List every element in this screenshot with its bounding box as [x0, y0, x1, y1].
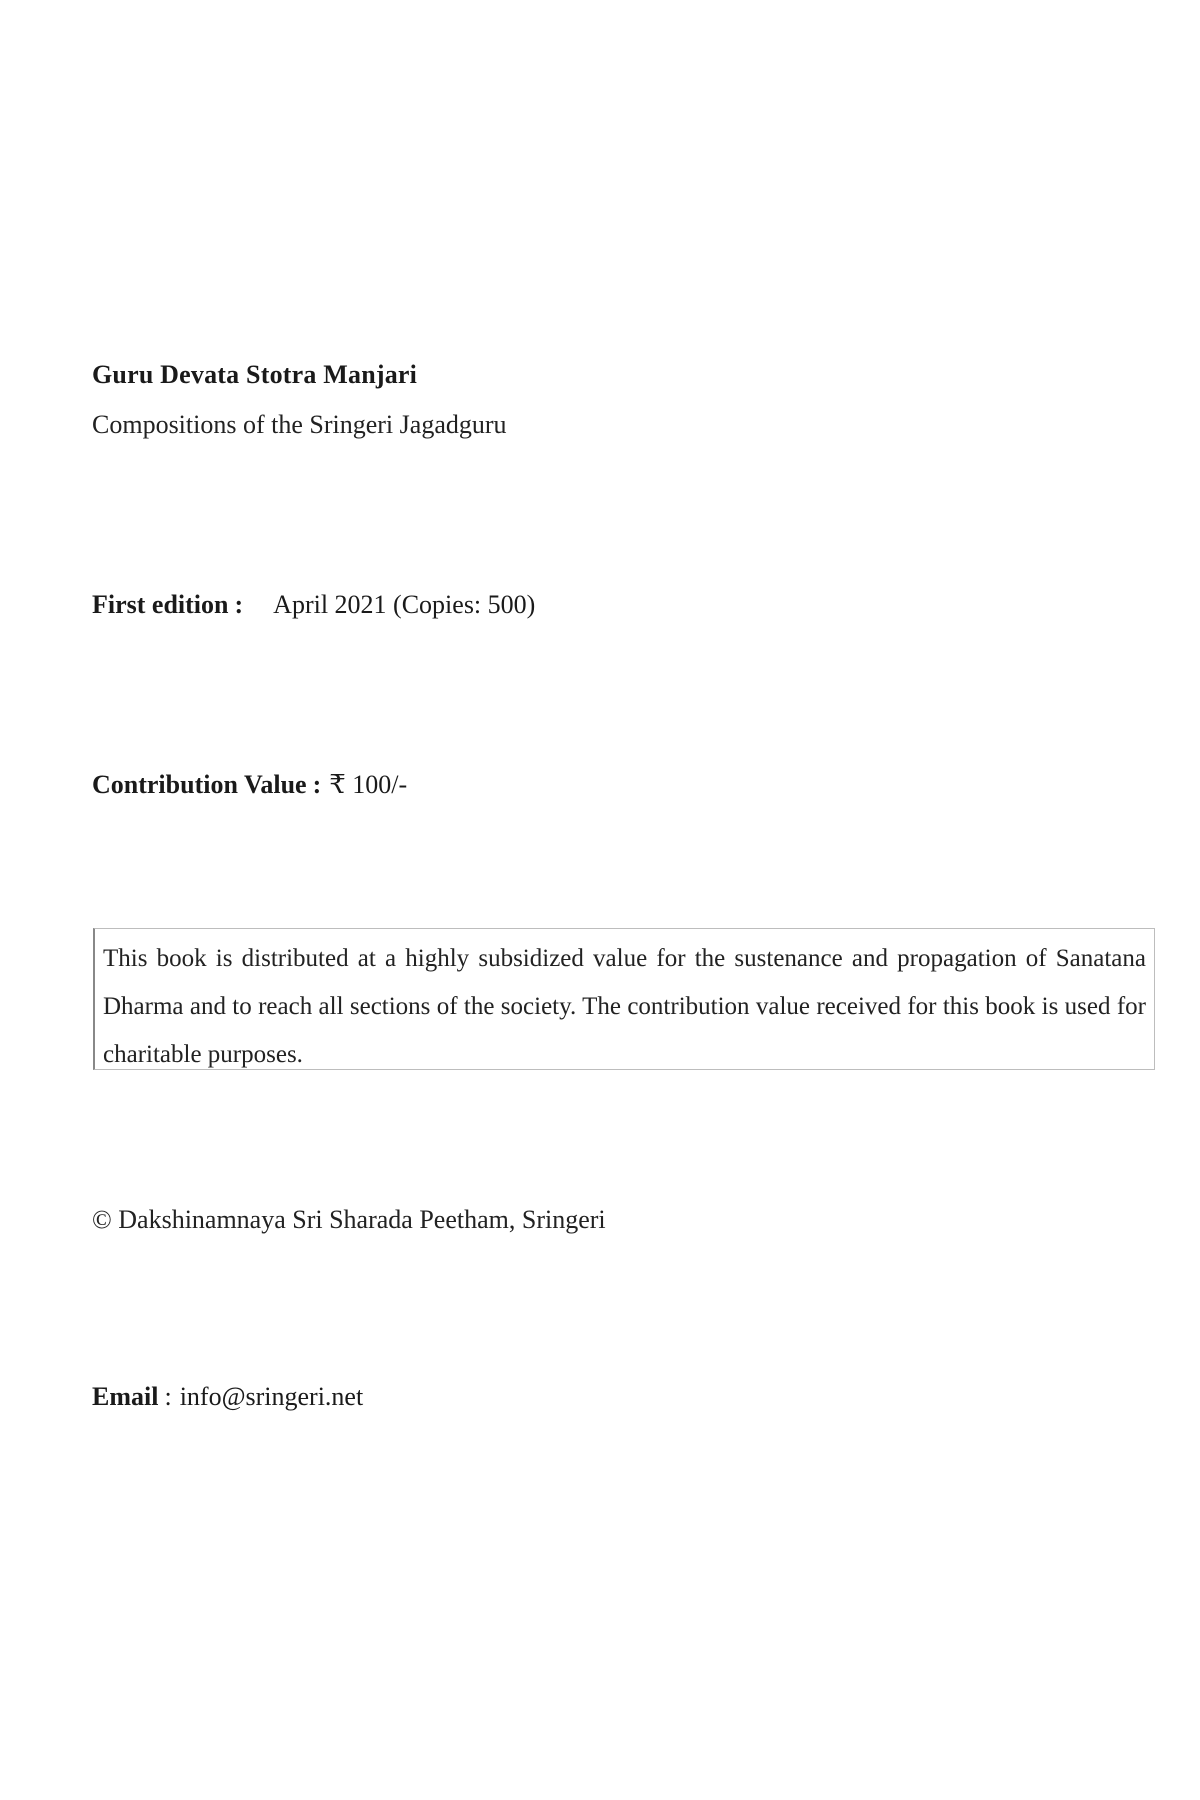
edition-value: April 2021 (Copies: 500) — [273, 590, 536, 619]
email-label: Email — [92, 1382, 159, 1411]
edition-separator: : — [234, 590, 244, 619]
contribution-label: Contribution Value — [92, 770, 307, 799]
email-line — [92, 1382, 363, 1412]
book-title: Guru Devata Stotra Manjari — [92, 360, 418, 389]
edition-line — [92, 590, 535, 620]
contribution-separator: : — [312, 770, 322, 799]
contribution-line — [92, 770, 407, 800]
distribution-notice-text: This book is distributed at a highly subsidized value for the sustenance and propagation of Sanatana Dharma and to reach all sections of the society. The contribution value received for this book is used for charitable purposes. — [103, 945, 1146, 1068]
email-link[interactable]: info@sringeri.net — [179, 1382, 364, 1411]
edition-label: First edition — [92, 590, 229, 619]
book-subtitle: Compositions of the Sringeri Jagadguru — [92, 410, 507, 439]
email-separator: : — [164, 1382, 172, 1411]
distribution-notice-box — [93, 928, 1155, 1070]
contribution-value: ₹ 100/- — [329, 770, 408, 799]
copyright-line: © Dakshinamnaya Sri Sharada Peetham, Sringeri — [92, 1205, 606, 1234]
